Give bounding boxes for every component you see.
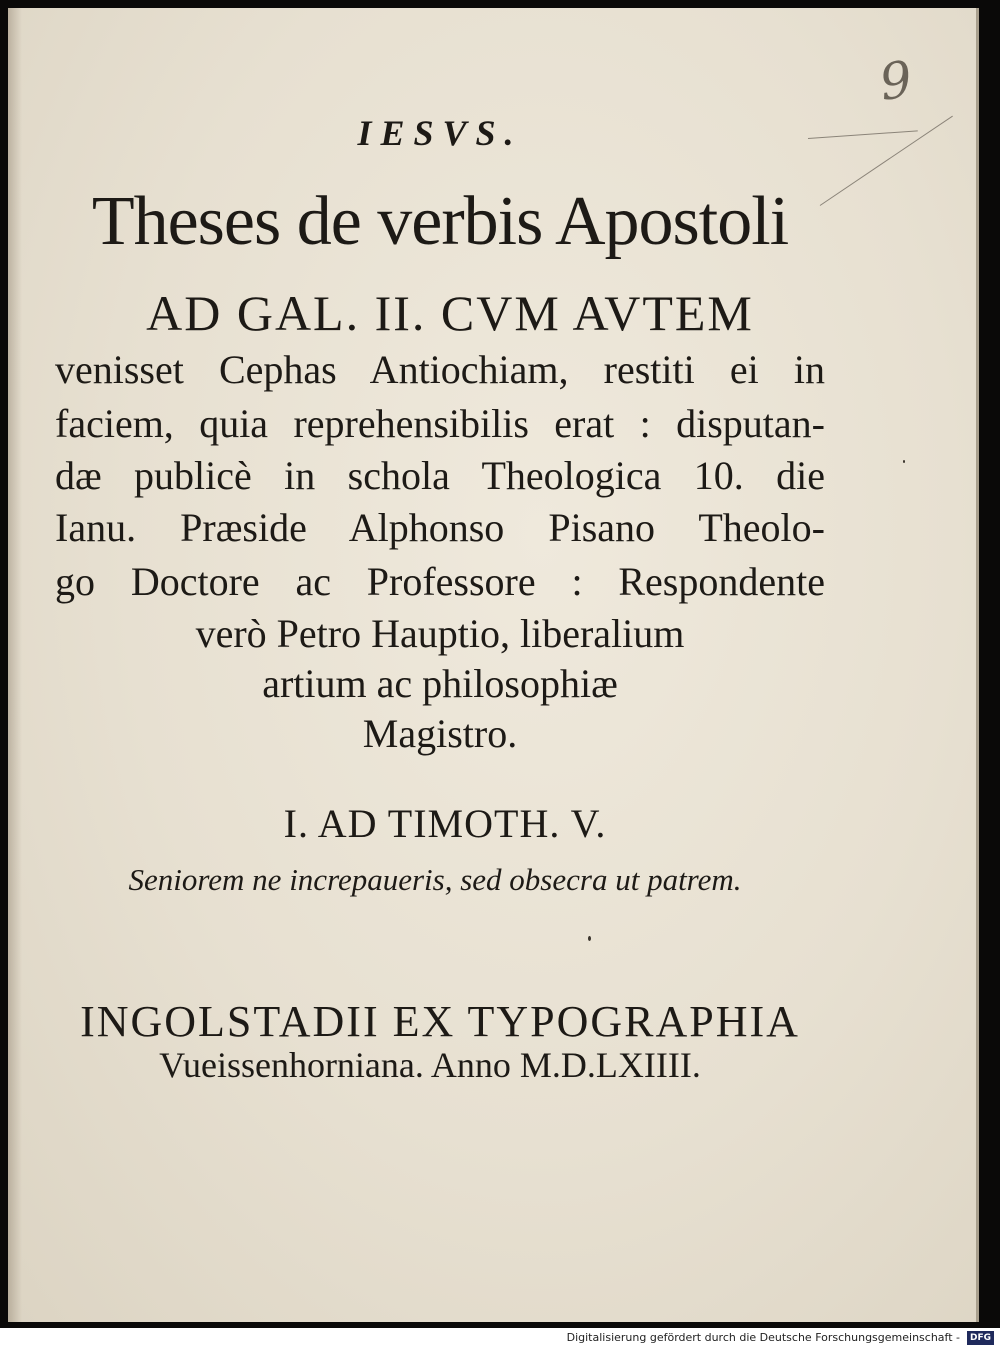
body-line: Ianu. Præside Alphonso Pisano Theolo-: [55, 505, 825, 550]
imprint-date: Vueissenhorniana. Anno M.D.LXIIII.: [159, 1045, 701, 1085]
centered-line: verò Petro Hauptio, liberalium: [195, 611, 685, 656]
ink-speck: [588, 936, 591, 941]
body-line: dæ publicè in schola Theologica 10. die: [55, 453, 825, 498]
ink-speck: [903, 460, 905, 463]
funding-credit: Digitalisierung gefördert durch die Deutsche Forschungsgemeinschaft -: [566, 1331, 960, 1344]
heading-iesus: IESVS.: [357, 113, 523, 153]
folio-number: 9: [876, 50, 916, 112]
page-title: Theses de verbis Apostoli: [91, 183, 789, 260]
footer-bar: [0, 1328, 1000, 1348]
body-line: go Doctore ac Professore : Respondente: [55, 559, 825, 604]
body-line: faciem, quia reprehensibilis erat : disputan-: [55, 401, 825, 446]
page-binding-shadow: [8, 8, 22, 1322]
centered-line: Magistro.: [362, 711, 518, 756]
title-subheading: AD GAL. II. CVM AVTEM: [146, 285, 754, 341]
scripture-reference: I. AD TIMOTH. V.: [283, 801, 607, 846]
centered-line: artium ac philosophiæ: [262, 661, 618, 706]
scripture-quote: Seniorem ne increpaueris, sed obsecra ut patrem.: [128, 862, 742, 897]
body-line: venisset Cephas Antiochiam, restiti ei in: [55, 347, 825, 392]
dfg-logo: DFG: [967, 1331, 994, 1345]
imprint-printer: INGOLSTADII EX TYPOGRAPHIA: [80, 997, 800, 1046]
